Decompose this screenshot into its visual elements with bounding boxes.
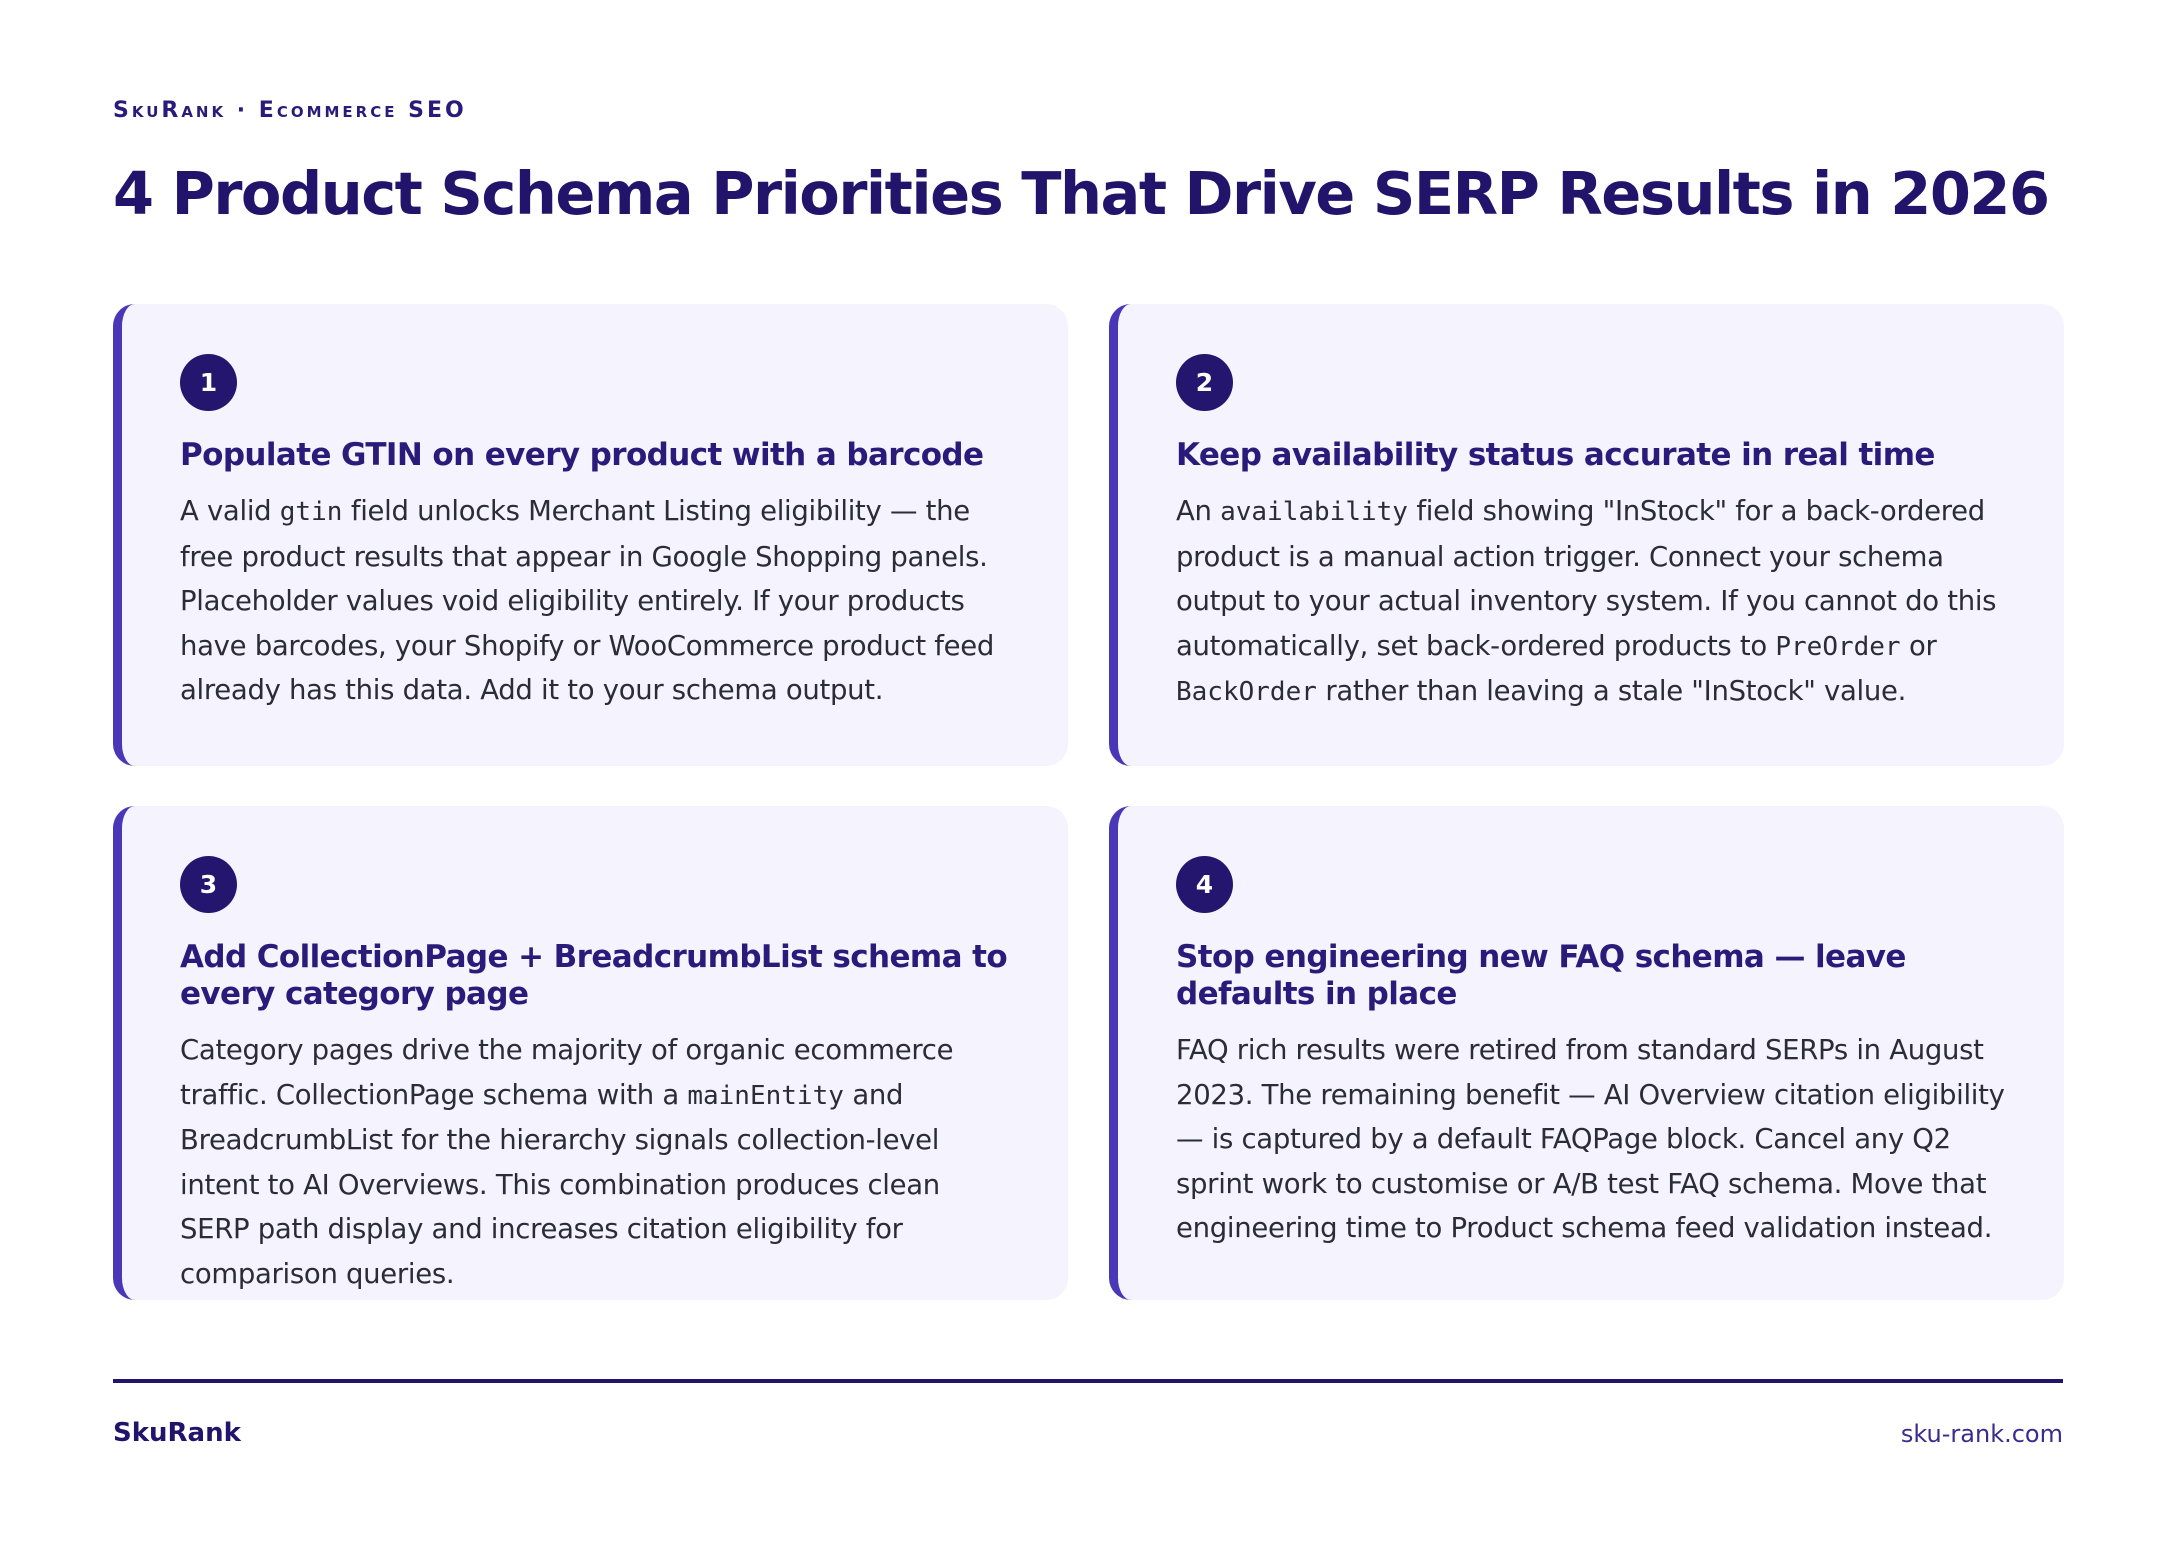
inline-code: mainEntity [687,1080,844,1111]
inline-code: gtin [279,497,343,527]
card-title: Stop engineering new FAQ schema — leave defaults in place [1176,939,1906,1012]
card-title: Populate GTIN on every product with a barcode [180,437,984,473]
number-badge: 1 [180,354,237,411]
number-badge: 2 [1176,354,1233,411]
inline-code: availability [1220,497,1408,527]
footer-url-link[interactable]: sku-rank.com [1900,1420,2063,1448]
priority-card-4 [1109,806,2064,1300]
card-body: A valid gtin field unlocks Merchant Listing eligibility — the free product results that appear in Google Shopping panels. Placeholder values void eligibility entirely. If your products have barcodes, your Shopify or WooCommerce product feed already has this data. Add it to your schema output. [180,495,995,706]
card-body: FAQ rich results were retired from standard SERPs in August 2023. The remaining benefit — AI Overview citation eligibility — is captured by a default FAQPage block. Cancel any Q2 sprint work to customise or A/B test FAQ schema. Move that engineering time to Product schema feed validation instead. [1176,1034,2005,1244]
infographic-page [113,0,2063,1542]
number-badge: 3 [180,856,237,913]
priority-card-3 [113,806,1068,1300]
page-title: 4 Product Schema Priorities That Drive SERP Results in 2026 [113,159,2049,228]
card-title: Add CollectionPage + BreadcrumbList schema to every category page [180,939,1008,1012]
card-title: Keep availability status accurate in real time [1176,437,1935,473]
inline-code: BackOrder [1176,677,1317,707]
priority-card-2 [1109,304,2064,766]
inline-code: PreOrder [1775,631,1901,662]
priority-card-1 [113,304,1068,766]
eyebrow-label: SkuRank · Ecommerce SEO [113,98,467,123]
card-body: Category pages drive the majority of organic ecommerce traffic. CollectionPage schema with a mainEntity and BreadcrumbList for the hierarchy signals collection-level intent to AI Overviews. This combination produces clean SERP path display and increases citation eligibility for comparison queries. [180,1034,954,1290]
footer-brand: SkuRank [113,1418,241,1448]
footer-divider [113,1379,2063,1383]
number-badge: 4 [1176,856,1233,913]
card-body: An availability field showing "InStock" for a back-ordered product is a manual action trigger. Connect your schema output to your actual inventory system. If you cannot do this automatically, set back-ordered products to PreOrder or BackOrder rather than leaving a stale "InStock" value. [1176,495,1997,707]
